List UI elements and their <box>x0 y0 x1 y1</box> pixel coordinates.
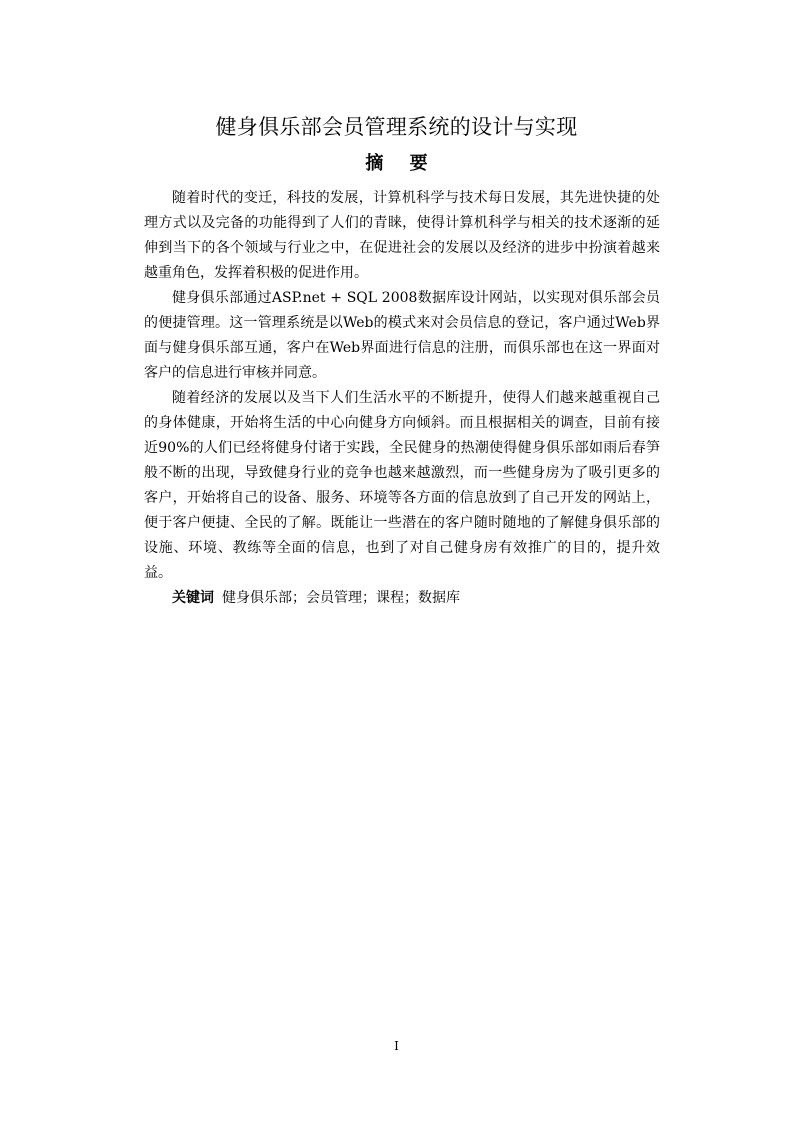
keywords-label: 关键词 <box>172 590 214 606</box>
keywords-line <box>144 586 660 611</box>
abstract-paragraph-2: 健身俱乐部通过ASP.net + SQL 2008数据库设计网站，以实现对俱乐部会员的便捷管理。这一管理系统是以Web的模式来对会员信息的登记，客户通过Web界面与健身俱乐部互通，客户在Web界面进行信息的注册，而俱乐部也在这一界面对客户的信息进行审核并同意。 <box>144 290 660 381</box>
page-number: I <box>394 1039 399 1053</box>
abstract-body <box>144 186 660 611</box>
abstract-paragraph-1: 随着时代的变迁，科技的发展，计算机科学与技术每日发展，其先进快捷的处理方式以及完备的功能得到了人们的青睐，使得计算机科学与相关的技术逐渐的延伸到当下的各个领域与行业之中，在促进社会的发展以及经济的进步中扮演着越来越重角色，发挥着积极的促进作用。 <box>144 190 660 281</box>
abstract-paragraph-3: 随着经济的发展以及当下人们生活水平的不断提升，使得人们越来越重视自己的身体健康，开始将生活的中心向健身方向倾斜。而且根据相关的调查，目前有接近90%的人们已经将健身付诸于实践，全民健身的热潮使得健身俱乐部如雨后春笋般不断的出现，导致健身行业的竞争也越来越激烈，而一些健身房为了吸引更多的客户，开始将自己的设备、服务、环境等各方面的信息放到了自己开发的网站上，便于客户便捷、全民的了解。既能让一些潜在的客户随时随地的了解健身俱乐部的设施、环境、教练等全面的信息，也到了对自己健身房有效推广的目的，提升效益。 <box>144 390 660 581</box>
abstract-heading: 摘 要 <box>365 153 438 174</box>
document-title: 健身俱乐部会员管理系统的设计与实现 <box>215 115 578 139</box>
keywords-text: 健身俱乐部；会员管理；课程；数据库 <box>222 590 460 606</box>
